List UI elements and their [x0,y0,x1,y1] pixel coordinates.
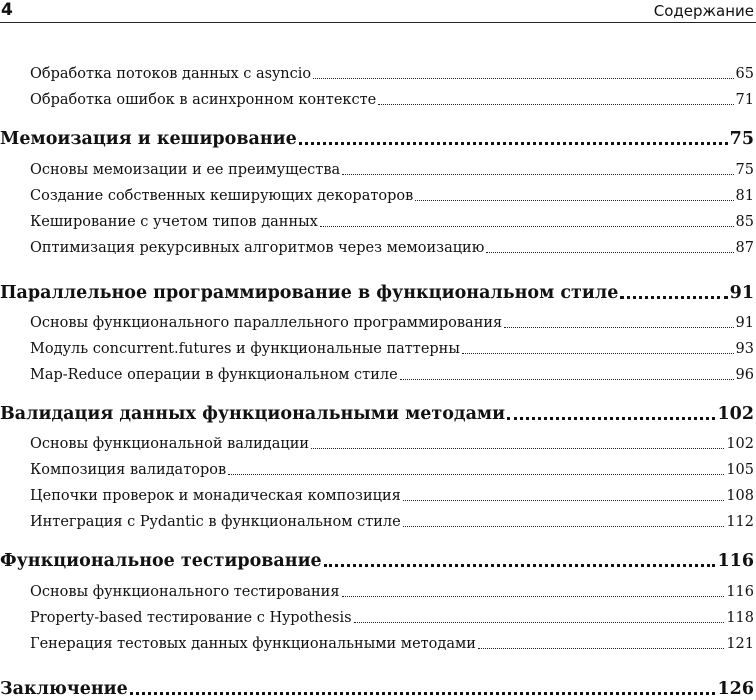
toc-entry-title: Валидация данных функциональными методами [0,404,506,424]
toc-entry-page-number: 112 [726,514,754,530]
dot-leader [620,295,727,299]
toc-entry-title: Map-Reduce операции в функциональном стиле [30,367,398,383]
toc-section-entry[interactable] [0,460,754,480]
dot-leader [228,473,724,475]
toc-section-entry[interactable] [0,434,754,454]
toc-entry-title: Интеграция с Pydantic в функциональном стиле [30,514,401,530]
toc-section-entry[interactable] [0,512,754,532]
toc-entry-title: Модуль concurrent.futures и функциональные паттерны [30,341,460,357]
toc-entry-page-number: 75 [735,162,754,178]
toc-entry-title: Заключение [0,679,128,699]
toc-section-entry[interactable] [0,365,754,385]
dot-leader [478,647,724,649]
toc-section-entry[interactable] [0,582,754,602]
toc-entry-title: Композиция валидаторов [30,462,227,478]
dot-leader [311,447,724,449]
dot-leader [324,563,716,567]
toc-entry-page-number: 116 [717,551,754,571]
toc-entry-title: Мемоизация и кеширование [0,129,297,149]
toc-entry-page-number: 116 [726,584,754,600]
toc-entry-title: Property-based тестирование с Hypothesis [30,610,352,626]
page-number: 4 [1,0,13,20]
toc-section-entry[interactable] [0,90,754,110]
toc-entry-page-number: 126 [717,679,754,699]
toc-section-entry[interactable] [0,634,754,654]
toc-entry-page-number: 96 [735,367,754,383]
toc-section-entry[interactable] [0,186,754,206]
toc-entry-title: Основы мемоизации и ее преимущества [30,162,341,178]
toc-entry-title: Основы функционального тестирования [30,584,340,600]
dot-leader [507,416,715,420]
toc-entry-page-number: 75 [729,129,754,149]
dot-leader [400,378,734,380]
toc-entry-title: Кеширование с учетом типов данных [30,214,318,230]
dot-leader [299,141,728,145]
toc-chapter-entry[interactable] [0,678,754,700]
page-header [0,0,756,23]
toc-entry-title: Оптимизация рекурсивных алгоритмов через мемоизацию [30,240,485,256]
toc-entry-page-number: 105 [726,462,754,478]
toc-entry-page-number: 91 [729,283,754,303]
toc-section-entry[interactable] [0,313,754,333]
toc-section-entry[interactable] [0,160,754,180]
dot-leader [504,326,733,328]
toc-entry-page-number: 93 [735,341,754,357]
dot-leader [403,525,725,527]
toc-section-entry[interactable] [0,212,754,232]
toc-entry-page-number: 102 [717,404,754,424]
toc-entry-page-number: 102 [726,436,754,452]
toc-entry-title: Создание собственных кеширующих декораторов [30,188,414,204]
toc-entry-page-number: 118 [726,610,754,626]
toc-section-entry[interactable] [0,238,754,258]
toc-section-entry[interactable] [0,486,754,506]
dot-leader [342,595,725,597]
toc-entry-title: Обработка ошибок в асинхронном контексте [30,92,377,108]
toc-entry-page-number: 65 [735,66,754,82]
dot-leader [415,199,733,201]
toc-entry-page-number: 108 [726,488,754,504]
dot-leader [320,225,734,227]
toc-section-entry[interactable] [0,64,754,84]
toc-section-entry[interactable] [0,608,754,628]
toc-entry-title: Основы функционального параллельного программирования [30,315,503,331]
toc-entry-page-number: 71 [735,92,754,108]
toc-entry-title: Обработка потоков данных с asyncio [30,66,312,82]
toc-entry-title: Цепочки проверок и монадическая композиция [30,488,401,504]
toc-chapter-entry[interactable] [0,550,754,572]
toc-entry-title: Генерация тестовых данных функциональными методами [30,636,476,652]
dot-leader [486,251,733,253]
toc-entry-page-number: 87 [735,240,754,256]
toc-entry-title: Основы функциональной валидации [30,436,310,452]
toc-chapter-entry[interactable] [0,128,754,150]
toc-entry-page-number: 81 [735,188,754,204]
toc-entry-title: Параллельное программирование в функциональном стиле [0,283,619,303]
dot-leader [403,499,725,501]
dot-leader [378,103,733,105]
dot-leader [462,352,734,354]
dot-leader [313,77,733,79]
running-head: Содержание [653,2,754,20]
toc-entry-page-number: 85 [735,214,754,230]
dot-leader [342,173,733,175]
dot-leader [354,621,725,623]
toc-entry-title: Функциональное тестирование [0,551,322,571]
toc-section-entry[interactable] [0,339,754,359]
toc-entry-page-number: 91 [735,315,754,331]
toc-chapter-entry[interactable] [0,282,754,304]
toc-entry-page-number: 121 [726,636,754,652]
toc-chapter-entry[interactable] [0,403,754,425]
dot-leader [130,691,716,695]
